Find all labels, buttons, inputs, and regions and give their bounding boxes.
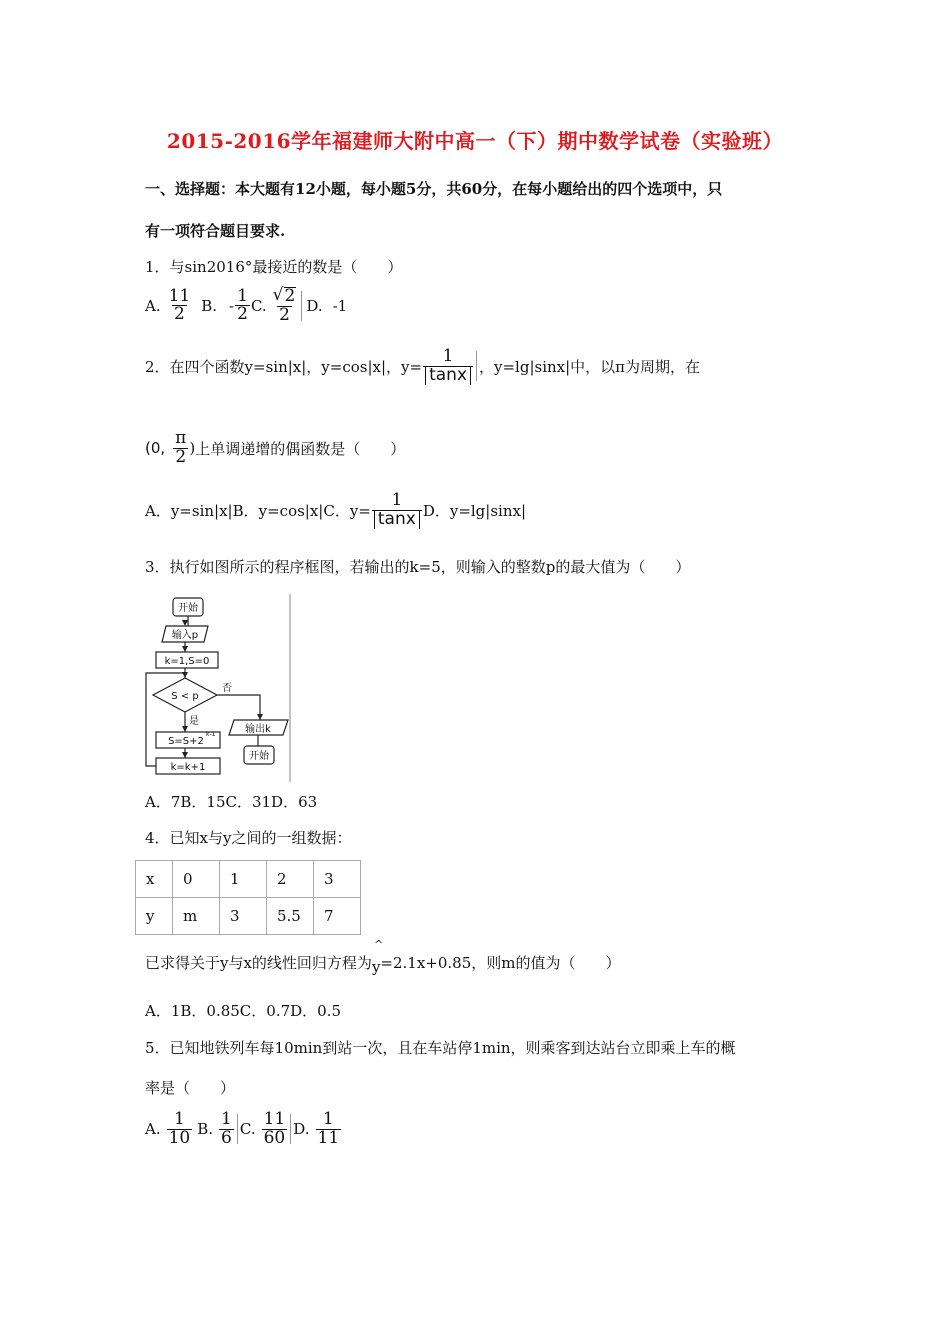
table-cell: 5.5 [267,898,314,935]
flow-assign-exponent: k-1 [206,731,216,738]
flow-start-text: 开始 [178,603,198,614]
q3-flowchart [140,592,295,784]
q5-stem-line2: 率是（ ） [145,1079,236,1097]
q1-c-radicand: 2 [284,286,296,306]
q1-option-d-value: -1 [332,296,348,315]
q5-option-c-label: C. [239,1120,256,1139]
divider [290,1114,291,1144]
table-cell: 3 [220,898,267,935]
sqrt-icon: √ [272,285,284,305]
divider [301,291,302,321]
flow-input-text: 输入p [171,630,199,641]
q2-options-post: D．y=lg|sinx| [422,501,527,520]
q2-option-c-fraction [372,492,422,529]
q1-b-num: 1 [237,285,248,306]
q2-interval-num: π [175,428,187,448]
table-row [136,898,361,935]
q2-stem-pre: 2．在四个函数y=sin|x|，y=cos|x|，y= [145,357,423,376]
q5-option-c-fraction [262,1111,288,1148]
q4-data-table [135,860,361,935]
q5-b-num: 1 [221,1109,232,1129]
table-cell: 7 [314,898,361,935]
q4-line2-post: =2.1x+0.85，则m的值为（ ） [380,954,621,972]
flow-init-text: k=1,S=0 [164,656,210,667]
flow-assign-text: S=S+2 [168,736,204,747]
q2-interval-open: (0, [145,439,166,458]
q1-b-den: 2 [237,304,248,325]
q1-a-num: 11 [168,285,191,306]
arrow-icon [257,714,263,720]
table-cell: 0 [173,861,220,898]
table-row [136,861,361,898]
q5-option-a-label: A. [145,1120,161,1139]
q1-c-num [271,287,299,306]
flow-output-text: 输出k [245,724,271,735]
q1-option-a-fraction [167,285,193,325]
q2-opt-tanx: tanx [374,511,420,529]
q1-option-c-fraction [271,287,299,325]
hat-icon: ^ [373,938,384,951]
q2-stem-line2 [145,430,405,467]
q2-frac-den [423,366,473,385]
q2-stem-fraction [423,348,473,385]
q5-options [145,1111,342,1148]
q5-stem-line1: 5．已知地铁列车每10min到站一次，且在车站停1min，则乘客到达站台立即乘上车的概 [145,1039,736,1057]
flow-yes-label: 是 [189,716,199,727]
q1-option-a-label: A. [145,296,161,315]
q2-interval-den: 2 [175,446,187,467]
flow-no-label: 否 [222,683,232,694]
flow-increment-text: k=k+1 [170,762,206,773]
q2-opt-den [372,510,422,529]
q5-option-b-label: B. [197,1120,214,1139]
flow-end-text: 开始 [249,751,269,762]
q2-options-pre: A．y=sin|x|B．y=cos|x|C．y= [145,501,371,520]
q2-stem-post: ，y=lg|sinx|中，以π为周期，在 [479,357,701,376]
q5-a-den: 10 [168,1127,191,1148]
section-heading-line1: 一、选择题：本大题有12小题，每小题5分，共60分，在每小题给出的四个选项中，只 [145,180,723,198]
q4-regression-line [145,938,621,976]
arrow-icon [182,646,188,652]
q4-options: A．1B．0.85C．0.7D．0.5 [145,1002,342,1020]
table-cell: 3 [314,861,361,898]
section-heading-line2: 有一项符合题目要求. [145,222,286,240]
divider [476,351,477,381]
q1-option-c-label: C. [250,296,267,315]
q1-option-d-label: D. [306,296,323,315]
q5-d-num: 1 [322,1109,334,1129]
q5-b-den: 6 [221,1127,232,1148]
q4-line2-pre: 已求得关于y与x的线性回归方程为 [145,954,372,972]
q1-option-b-label: B. [201,296,218,315]
q1-options [145,287,347,325]
table-cell: m [173,898,220,935]
q1-c-den: 2 [279,304,290,325]
q2-stem [145,348,700,385]
q3-stem: 3．执行如图所示的程序框图，若输出的k=5，则输入的整数p的最大值为（ ） [145,558,691,576]
q1-option-b-fraction [235,285,250,325]
table-cell: 1 [220,861,267,898]
q1-stem: 1．与sin2016°最接近的数是（ ） [145,258,403,276]
page-title: 2015-2016学年福建师大附中高一（下）期中数学试卷（实验班） [166,129,784,153]
q5-option-d-fraction [316,1111,342,1148]
q5-option-b-fraction [219,1111,234,1148]
q4-hat-y [371,938,384,976]
divider [237,1114,238,1144]
q1-b-sign: - [229,296,235,315]
arrow-icon [182,620,188,626]
q1-a-den: 2 [174,304,185,325]
q5-c-den: 60 [263,1127,286,1148]
q2-stem-line2-text: 上单调递增的偶函数是（ ） [195,439,406,458]
q2-interval-close: ) [189,439,196,458]
q5-option-a-fraction [167,1111,193,1148]
flow-condition-text: S < p [171,691,199,702]
q5-a-num: 1 [174,1109,185,1129]
q2-frac-num: 1 [442,346,454,366]
arrow-icon [182,672,188,678]
q2-interval-fraction [173,430,188,467]
q4-y: y [371,958,381,976]
q5-d-den: 11 [317,1127,340,1148]
q2-opt-num: 1 [391,490,403,510]
q4-stem: 4．已知x与y之间的一组数据： [145,829,352,847]
q2-frac-tanx: tanx [425,367,471,385]
q3-options: A．7B．15C．31D．63 [145,793,318,811]
arrow-icon [182,752,188,758]
q2-options [145,492,526,529]
q5-c-num: 11 [263,1109,286,1129]
table-cell: 2 [267,861,314,898]
table-cell: y [136,898,173,935]
table-cell: x [136,861,173,898]
arrow-icon [182,726,188,732]
q5-option-d-label: D. [293,1120,310,1139]
